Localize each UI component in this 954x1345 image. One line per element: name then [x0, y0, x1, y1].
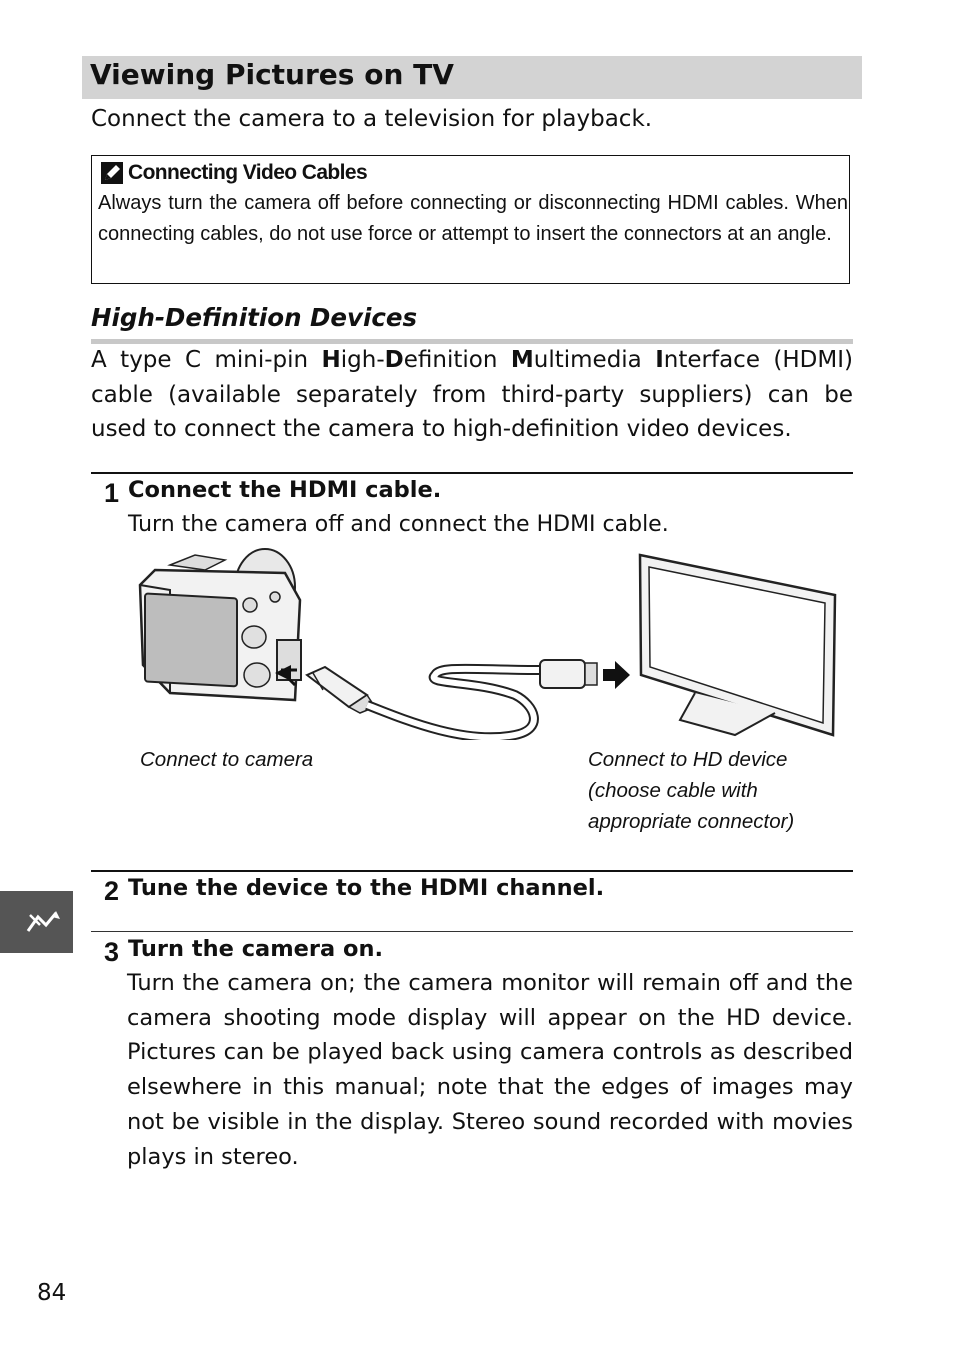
- step-1-number: 1: [104, 478, 120, 508]
- page-number: 84: [37, 1280, 67, 1306]
- section-intro: Connect the camera to a television for playback.: [91, 106, 653, 132]
- hd-para-text: nterface (HDMI) cable (available separately from third-party suppliers) can be used to connect the camera to high-definition video devices.: [91, 347, 853, 442]
- step-2-title: Tune the device to the HDMI channel.: [128, 875, 605, 901]
- playback-connection-icon: [0, 891, 73, 953]
- step-3-title: Turn the camera on.: [128, 936, 384, 962]
- step-1-title: Connect the HDMI cable.: [128, 477, 442, 503]
- hd-para-text: igh-: [340, 347, 385, 373]
- hd-para-text: A type C mini-pin: [91, 347, 322, 373]
- hd-para-bold: H: [321, 347, 341, 373]
- hd-heading: High-Definition Devices: [91, 303, 418, 332]
- step-3-rule: [91, 931, 853, 932]
- hd-para-text: efinition: [403, 347, 511, 373]
- hd-paragraph: [91, 343, 853, 447]
- caption-device-line-3: appropriate connector): [588, 810, 795, 833]
- step-2-number: 2: [104, 876, 120, 906]
- side-tab: [0, 891, 73, 953]
- pencil-note-icon: [101, 162, 123, 184]
- hdmi-connection-figure: [135, 545, 840, 740]
- camera-plug: [307, 667, 375, 713]
- step-1-text: Turn the camera off and connect the HDMI cable.: [128, 512, 669, 537]
- camera-illustration: [140, 549, 301, 700]
- hd-para-text: ultimedia: [533, 347, 656, 373]
- device-plug: [540, 660, 630, 689]
- step-3-number: 3: [104, 937, 120, 967]
- hd-para-bold: M: [510, 347, 534, 373]
- tv-illustration: [640, 555, 835, 735]
- caption-camera: Connect to camera: [140, 748, 314, 771]
- section-title: Viewing Pictures on TV: [90, 58, 454, 91]
- hd-para-bold: D: [384, 347, 404, 373]
- note-title: [101, 160, 367, 186]
- note-title-text: Connecting Video Cables: [128, 161, 368, 184]
- note-body: Always turn the camera off before connecting or disconnecting HDMI cables. When connecting cables, do not use force or attempt to insert the connectors at an angle.: [98, 192, 848, 245]
- hdmi-cable: [367, 669, 545, 738]
- step-3-text: Turn the camera on; the camera monitor will remain off and the camera shooting mode display will appear on the HD device. Pictures can be played back using camera controls as described elsewhere in this manual; note that the edges of images may not be visible in the display. Stereo sound recorded with movies plays in stereo.: [127, 970, 853, 1170]
- caption-device-line-1: Connect to HD device: [588, 748, 788, 771]
- hd-para-bold: I: [655, 347, 664, 373]
- caption-device-line-2: (choose cable with: [588, 779, 758, 802]
